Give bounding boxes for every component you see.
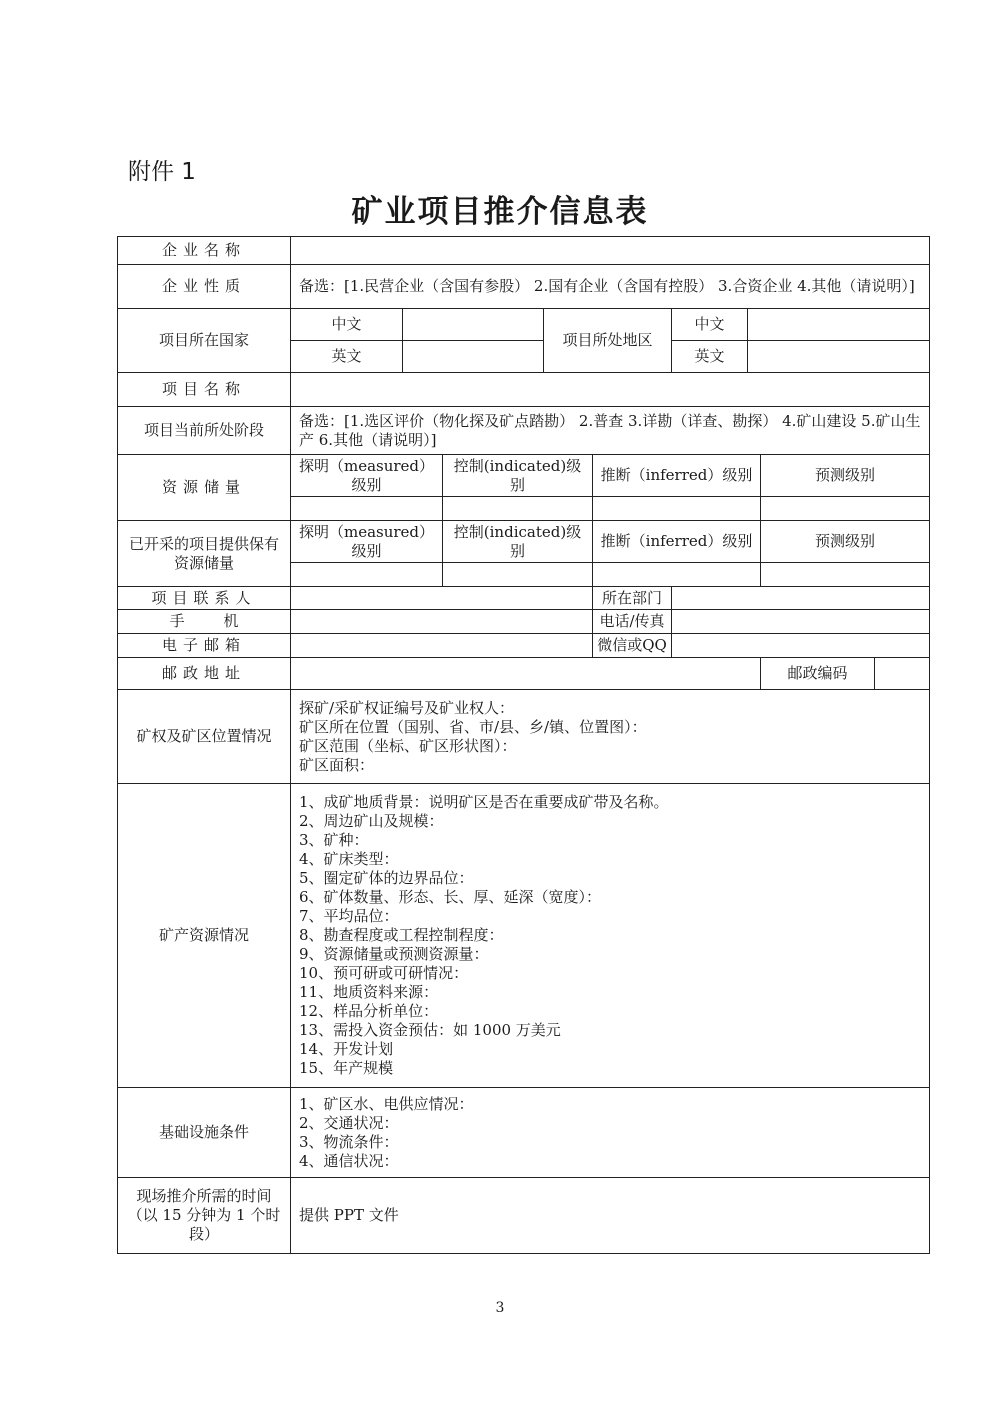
page-number: 3 — [495, 1300, 505, 1316]
mineral-item: 15、年产规模 — [299, 1059, 394, 1077]
postal-address-field[interactable] — [291, 658, 761, 690]
region-chinese-field[interactable] — [748, 309, 930, 341]
mining-rights-details[interactable] — [291, 690, 930, 784]
phone-fax-field[interactable] — [672, 610, 930, 634]
recommendation-form-table — [117, 236, 930, 1254]
presentation-time-label: 现场推介所需的时间（以 15 分钟为 1 个时段） — [118, 1178, 291, 1254]
mineral-item: 13、需投入资金预估：如 1000 万美元 — [299, 1021, 561, 1039]
infrastructure-details[interactable] — [291, 1088, 930, 1178]
project-country-label: 项目所在国家 — [118, 309, 291, 373]
presentation-time-value[interactable]: 提供 PPT 文件 — [291, 1178, 930, 1254]
mineral-resources-details[interactable] — [291, 784, 930, 1088]
infrastructure-item: 4、通信状况： — [299, 1151, 399, 1170]
mineral-item: 10、预可研或可研情况： — [299, 964, 469, 982]
mined-measured-field[interactable] — [291, 563, 443, 587]
resource-reserves-label: 资源储量 — [118, 455, 291, 521]
region-english-field[interactable] — [748, 341, 930, 373]
postal-address-label: 邮政地址 — [118, 658, 291, 690]
contact-person-label: 项目联系人 — [118, 587, 291, 610]
infrastructure-item: 2、交通状况： — [299, 1113, 399, 1132]
mineral-item: 9、资源储量或预测资源量： — [299, 945, 489, 963]
department-label: 所在部门 — [593, 587, 672, 610]
mineral-item: 4、矿床类型： — [299, 850, 399, 868]
project-region-label: 项目所处地区 — [544, 309, 672, 373]
department-field[interactable] — [672, 587, 930, 610]
country-english-label: 英文 — [291, 341, 403, 373]
infrastructure-item: 3、物流条件： — [299, 1132, 399, 1151]
country-chinese-field[interactable] — [403, 309, 544, 341]
mineral-item: 7、平均品位： — [299, 907, 399, 925]
postal-code-label: 邮政编码 — [761, 658, 875, 690]
postal-code-field[interactable] — [875, 658, 930, 690]
contact-person-field[interactable] — [291, 587, 593, 610]
company-type-options[interactable]: 备选：[1.民营企业（含国有参股） 2.国有企业（含国有控股） 3.合资企业 4.其他（请说明）] — [291, 265, 930, 309]
mined-indicated-field[interactable] — [443, 563, 593, 587]
mineral-item: 11、地质资料来源： — [299, 983, 439, 1001]
company-name-label: 企业名称 — [118, 237, 291, 265]
predicted-header: 预测级别 — [761, 455, 930, 497]
mineral-item: 8、勘查程度或工程控制程度： — [299, 926, 504, 944]
wechat-qq-field[interactable] — [672, 634, 930, 658]
mined-measured-header: 探明（measured）级别 — [291, 521, 443, 563]
mobile-label: 手 机 — [118, 610, 291, 634]
mineral-item: 12、样品分析单位： — [299, 1002, 439, 1020]
mining-rights-item: 矿区面积： — [299, 755, 375, 774]
project-name-label: 项目名称 — [118, 373, 291, 407]
project-name-field[interactable] — [291, 373, 930, 407]
mined-predicted-field[interactable] — [761, 563, 930, 587]
mineral-item: 5、圈定矿体的边界品位： — [299, 869, 474, 887]
mineral-resources-label: 矿产资源情况 — [118, 784, 291, 1088]
mineral-item: 2、周边矿山及规模： — [299, 812, 444, 830]
inferred-header: 推断（inferred）级别 — [593, 455, 761, 497]
infrastructure-label: 基础设施条件 — [118, 1088, 291, 1178]
mobile-field[interactable] — [291, 610, 593, 634]
mined-reserves-label: 已开采的项目提供保有资源储量 — [118, 521, 291, 587]
mined-inferred-field[interactable] — [593, 563, 761, 587]
mineral-item: 3、矿种： — [299, 831, 369, 849]
mined-inferred-header: 推断（inferred）级别 — [593, 521, 761, 563]
attachment-label: 附件 1 — [128, 159, 196, 185]
mining-rights-item: 矿区所在位置（国别、省、市/县、乡/镇、位置图）： — [299, 717, 647, 736]
mined-indicated-header: 控制(indicated)级别 — [443, 521, 593, 563]
project-stage-options[interactable]: 备选：[1.选区评价（物化探及矿点踏勘） 2.普查 3.详勘（详查、勘探） 4.矿山建设 5.矿山生产 6.其他（请说明）] — [291, 407, 930, 455]
mined-predicted-header: 预测级别 — [761, 521, 930, 563]
project-stage-label: 项目当前所处阶段 — [118, 407, 291, 455]
company-type-label: 企业性质 — [118, 265, 291, 309]
mineral-item: 14、开发计划 — [299, 1040, 394, 1058]
form-title: 矿业项目推介信息表 — [351, 194, 649, 230]
region-chinese-label: 中文 — [672, 309, 748, 341]
mineral-item: 6、矿体数量、形态、长、厚、延深（宽度）： — [299, 888, 602, 906]
country-chinese-label: 中文 — [291, 309, 403, 341]
mineral-item: 1、成矿地质背景：说明矿区是否在重要成矿带及名称。 — [299, 793, 669, 811]
predicted-field[interactable] — [761, 497, 930, 521]
email-field[interactable] — [291, 634, 593, 658]
indicated-field[interactable] — [443, 497, 593, 521]
indicated-header: 控制(indicated)级别 — [443, 455, 593, 497]
mining-rights-item: 探矿/采矿权证编号及矿业权人： — [299, 698, 515, 717]
country-english-field[interactable] — [403, 341, 544, 373]
infrastructure-item: 1、矿区水、电供应情况： — [299, 1094, 474, 1113]
measured-header: 探明（measured）级别 — [291, 455, 443, 497]
email-label: 电子邮箱 — [118, 634, 291, 658]
phone-fax-label: 电话/传真 — [593, 610, 672, 634]
region-english-label: 英文 — [672, 341, 748, 373]
company-name-field[interactable] — [291, 237, 930, 265]
measured-field[interactable] — [291, 497, 443, 521]
mining-rights-item: 矿区范围（坐标、矿区形状图）： — [299, 736, 517, 755]
mining-rights-label: 矿权及矿区位置情况 — [118, 690, 291, 784]
inferred-field[interactable] — [593, 497, 761, 521]
wechat-qq-label: 微信或QQ — [593, 634, 672, 658]
